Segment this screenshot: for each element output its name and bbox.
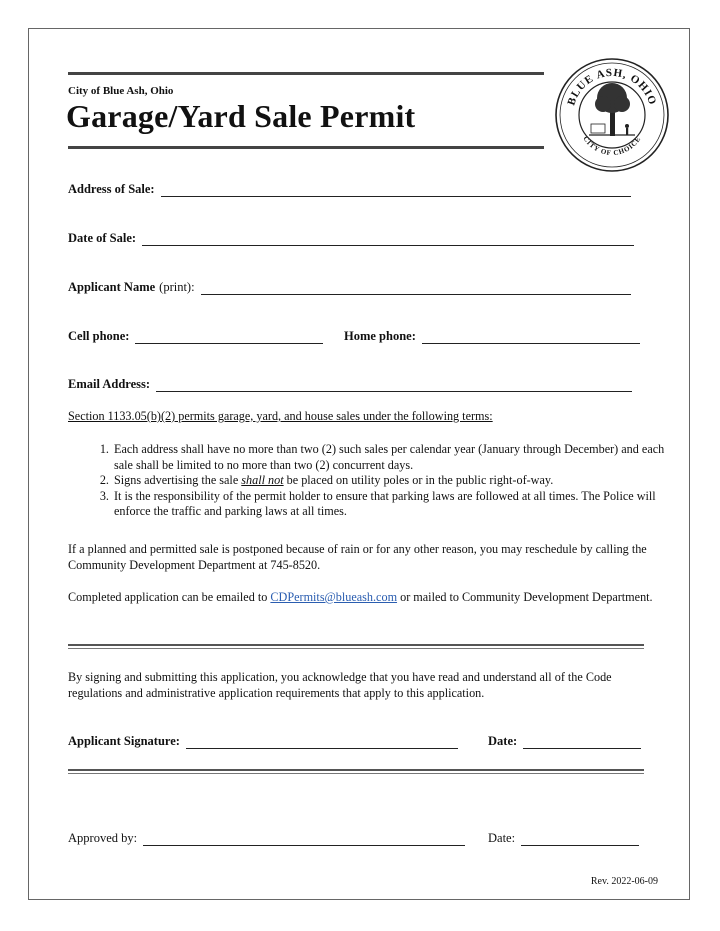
page-title: Garage/Yard Sale Permit	[66, 98, 416, 134]
signature-line[interactable]	[186, 736, 458, 749]
approval-line[interactable]	[143, 833, 465, 846]
term-2-text-b: be placed on utility poles or in the public right-of-way.	[286, 473, 554, 488]
approval-date-line[interactable]	[521, 833, 639, 846]
approval-field[interactable]	[68, 831, 465, 846]
revision-text: Rev. 2022-06-09	[590, 876, 658, 887]
header-rule-top	[68, 72, 544, 75]
city-seal-logo	[553, 56, 671, 174]
terms-list	[90, 442, 682, 520]
home-phone-field[interactable]	[344, 329, 640, 344]
address-label: Address of Sale:	[68, 182, 155, 196]
cell-phone-line[interactable]	[135, 331, 323, 344]
email-label: Email Address:	[68, 377, 151, 391]
term-item	[112, 489, 682, 520]
submit-note-pre: Completed application can be emailed to	[68, 590, 268, 604]
term-item	[112, 473, 682, 489]
address-field[interactable]	[68, 182, 631, 197]
applicant-name-field[interactable]	[68, 280, 631, 295]
submit-note	[68, 589, 658, 605]
approval-date-field[interactable]	[488, 831, 639, 846]
email-line[interactable]	[156, 379, 632, 392]
acknowledge-text: By signing and submitting this application, you acknowledge that you have read and understand all of the Code regulations and administrative application requirements that apply to this application.	[68, 670, 612, 700]
postpone-note: If a planned and permitted sale is postponed because of rain or for any other reason, you may reschedule by calling the Community Development Department at 745-8520.	[68, 542, 647, 572]
seal-top-text: BLUE ASH, OHIO	[565, 66, 659, 107]
date-field[interactable]	[68, 231, 634, 246]
divider-2	[68, 769, 644, 774]
home-phone-line[interactable]	[422, 331, 640, 344]
applicant-name-label: Applicant Name	[68, 280, 156, 294]
home-phone-label: Home phone:	[344, 329, 416, 343]
divider-1	[68, 644, 644, 649]
section-heading: Section 1133.05(b)(2) permits garage, yard, and house sales under the following terms:	[68, 409, 493, 423]
term-1-text: Each address shall have no more than two (2) such sales per calendar year (January through December) and each sale shall be limited to no more than two (2) concurrent days.	[114, 442, 665, 472]
cell-phone-field[interactable]	[68, 329, 323, 344]
signature-date-line[interactable]	[523, 736, 641, 749]
date-label: Date of Sale:	[68, 231, 137, 245]
email-field[interactable]	[68, 377, 632, 392]
header-rule-bottom	[68, 146, 544, 149]
cell-phone-label: Cell phone:	[68, 329, 130, 343]
date-line[interactable]	[142, 233, 634, 246]
applicant-name-hint: (print):	[159, 280, 195, 294]
city-name: City of Blue Ash, Ohio	[68, 85, 174, 97]
address-line[interactable]	[161, 184, 631, 197]
signature-date-label: Date:	[488, 734, 518, 748]
term-3-text: It is the responsibility of the permit holder to ensure that parking laws are followed at all times. The Police will enforce the traffic and parking laws at all times.	[114, 488, 656, 519]
applicant-name-line[interactable]	[201, 282, 631, 295]
submit-note-post: or mailed to Community Development Department.	[400, 590, 653, 604]
signature-date-field[interactable]	[488, 734, 641, 749]
signature-label: Applicant Signature:	[68, 734, 180, 748]
term-2-text-a: Signs advertising the sale	[114, 473, 239, 488]
approval-label: Approved by:	[68, 831, 138, 845]
term-2-emphasis: shall not	[241, 473, 284, 488]
email-link[interactable]: CDPermits@blueash.com	[270, 590, 398, 604]
approval-date-label: Date:	[488, 831, 516, 845]
signature-field[interactable]	[68, 734, 458, 749]
seal-bottom-text: CITY OF CHOICE	[581, 134, 643, 158]
term-item	[112, 442, 682, 473]
